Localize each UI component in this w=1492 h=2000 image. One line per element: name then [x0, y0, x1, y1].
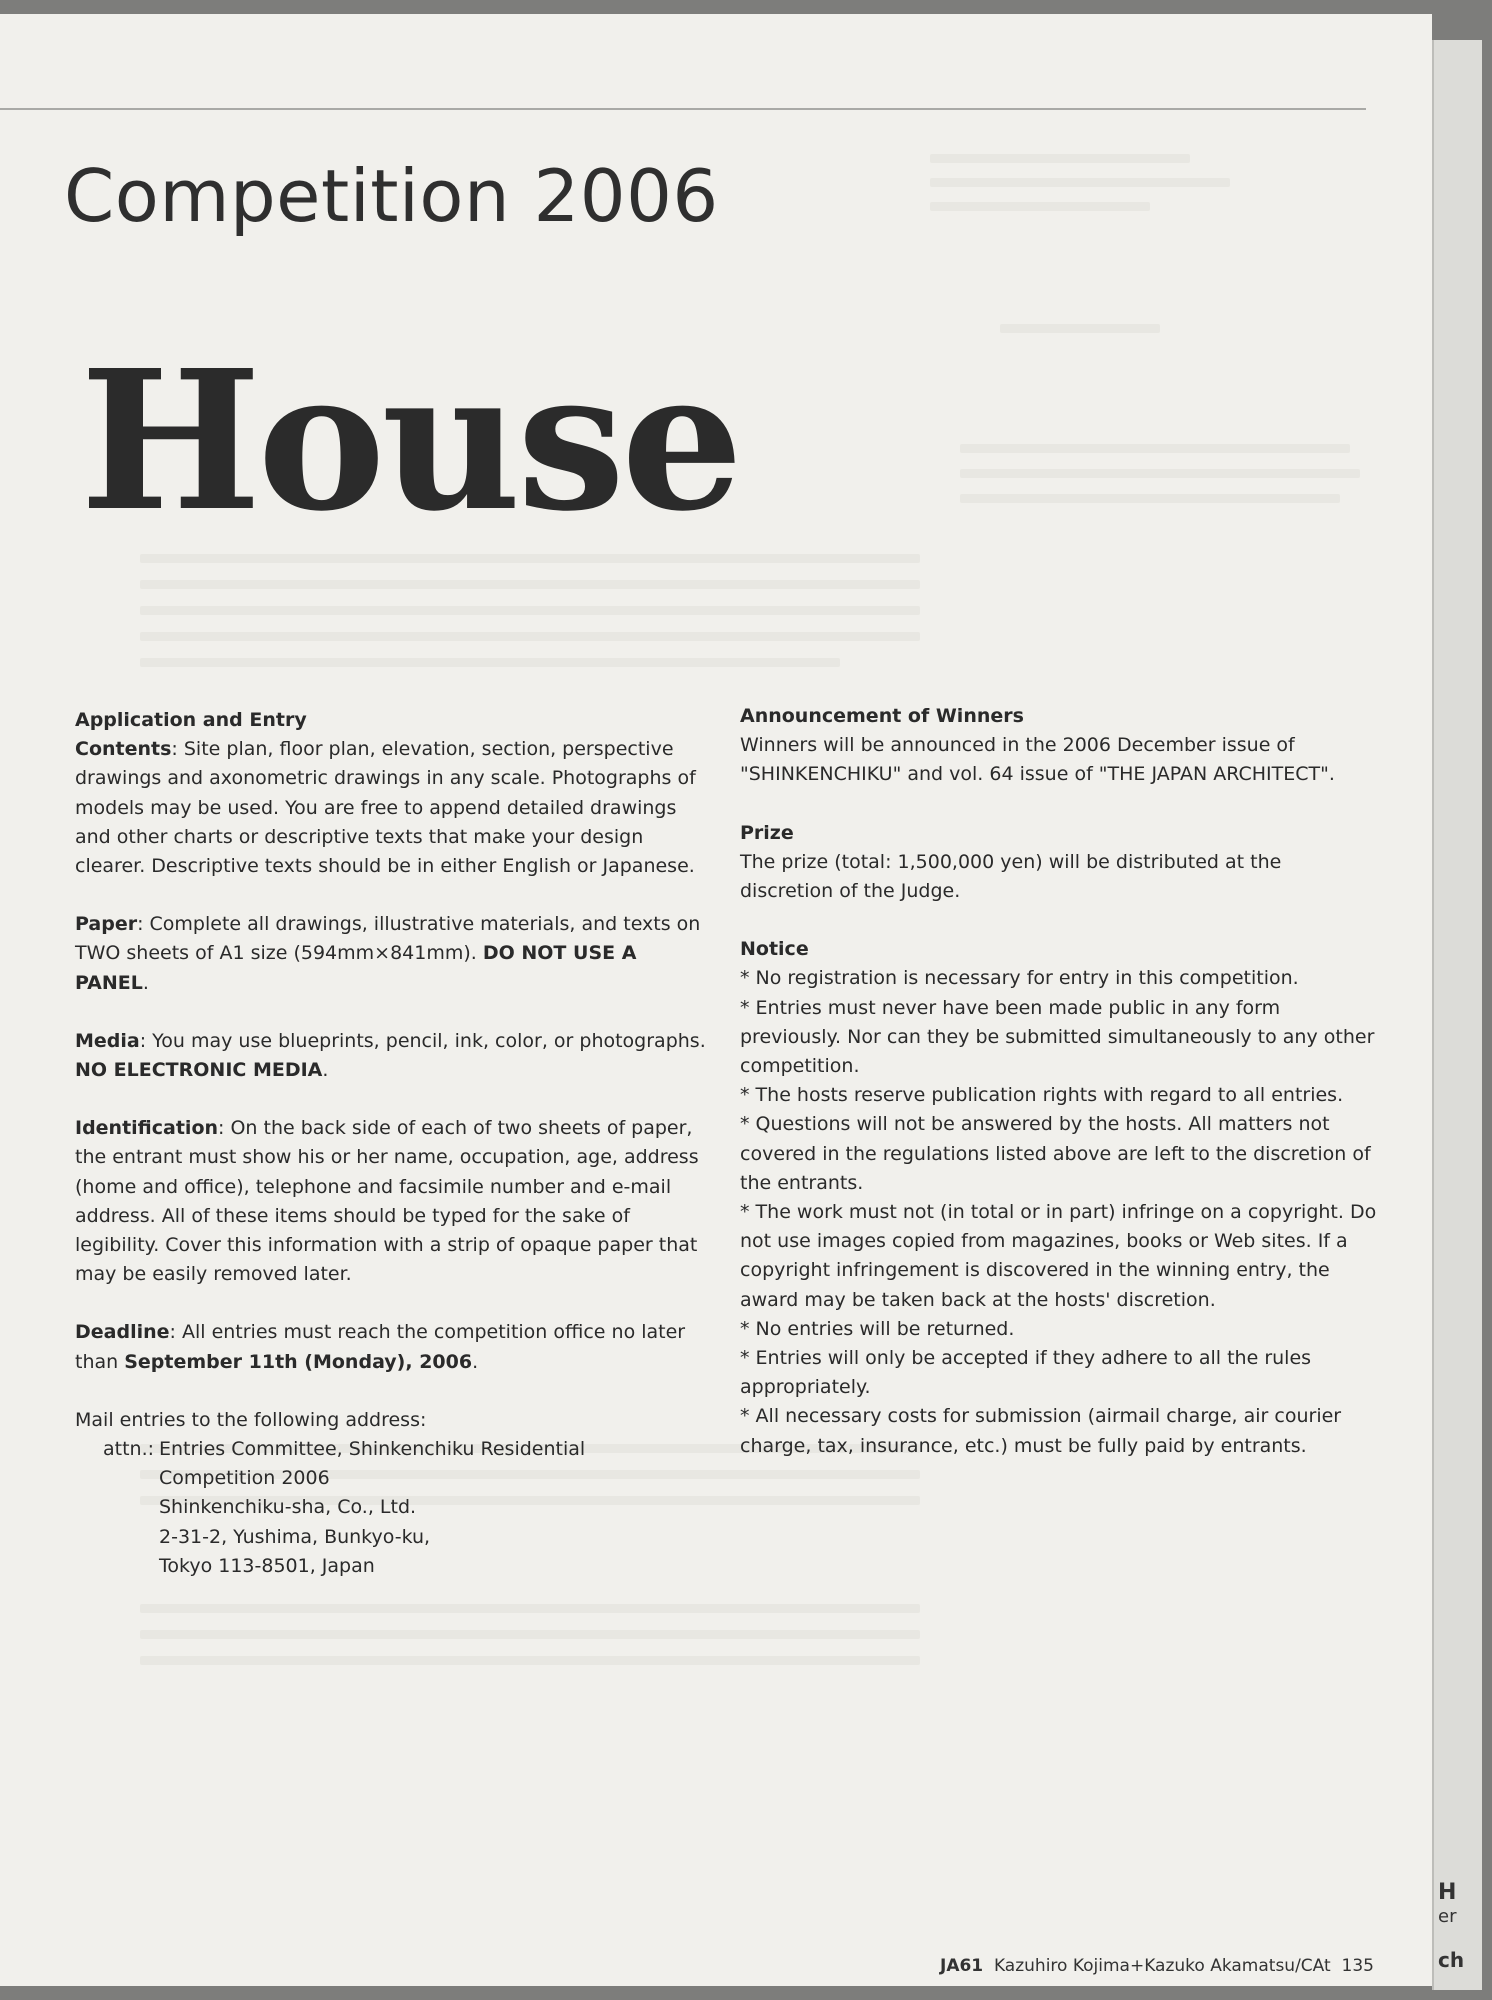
notice-item: * All necessary costs for submission (airmail charge, air courier charge, tax, insurance, etc.) must be fully paid by entrants. — [740, 1405, 1342, 1457]
address-line: 2-31-2, Yushima, Bunkyo-ku, — [159, 1525, 431, 1548]
media-paragraph — [75, 1027, 715, 1085]
show-through-mark — [140, 1656, 920, 1665]
show-through-mark — [930, 178, 1230, 187]
identification-text: : On the back side of each of two sheets of paper, the entrant must show his or her name, occupation, age, address (home and office), telephone and facsimile number and e-mail address. All of these items should be typed for the sake of legibility. Cover this information with a strip of opaque paper that may be easily removed later. — [75, 1117, 699, 1286]
mailing-address — [103, 1435, 715, 1581]
paper-emphasis: DO NOT USE A PANEL — [75, 942, 637, 994]
show-through-mark — [140, 606, 920, 615]
paper-label: Paper — [75, 913, 138, 936]
page-number: 135 — [1341, 1956, 1374, 1976]
competition-kicker: Competition 2006 — [64, 154, 719, 238]
media-text: : You may use blueprints, pencil, ink, color, or photographs. — [139, 1029, 706, 1052]
address-lines — [159, 1435, 715, 1581]
identification-paragraph — [75, 1114, 715, 1289]
notice-item: * No registration is necessary for entry in this competition. — [740, 967, 1299, 990]
show-through-mark — [930, 202, 1150, 211]
notice-item: * The hosts reserve publication rights with regard to all entries. — [740, 1084, 1344, 1107]
edge-text: H — [1438, 1880, 1457, 1905]
page-footer — [940, 1956, 1374, 1976]
show-through-mark — [1000, 324, 1160, 333]
show-through-mark — [140, 658, 840, 667]
notice-item: * The work must not (in total or in part) infringe on a copyright. Do not use images copied from magazines, books or Web sites. If a copyright infringement is discovered in the winning entry, the award may be taken back at the hosts' discretion. — [740, 1201, 1377, 1311]
show-through-mark — [140, 580, 920, 589]
deadline-text: : All entries must reach the competition office no later than — [75, 1321, 686, 1373]
media-label: Media — [75, 1029, 140, 1052]
winners-text: Winners will be announced in the 2006 December issue of "SHINKENCHIKU" and vol. 64 issue of "THE JAPAN ARCHITECT". — [740, 734, 1335, 786]
paper-end: . — [142, 971, 149, 994]
right-column — [740, 702, 1380, 1461]
show-through-mark — [140, 554, 920, 563]
notice-item: * Entries will only be accepted if they adhere to all the rules appropriately. — [740, 1347, 1312, 1399]
media-end: . — [322, 1059, 329, 1082]
prize-text: The prize (total: 1,500,000 yen) will be distributed at the discretion of the Judge. — [740, 850, 1282, 903]
show-through-mark — [140, 632, 920, 641]
edge-text: ch — [1438, 1948, 1465, 1972]
page-title: House — [80, 329, 740, 554]
address-line: Entries Committee, Shinkenchiku Residential — [159, 1438, 586, 1461]
address-line: Tokyo 113-8501, Japan — [159, 1554, 375, 1577]
address-line: Shinkenchiku-sha, Co., Ltd. — [159, 1496, 417, 1519]
magazine-page — [0, 14, 1432, 1986]
deadline-label: Deadline — [75, 1321, 170, 1344]
contents-label: Contents — [75, 738, 172, 761]
deadline-paragraph — [75, 1318, 715, 1376]
deadline-date: September 11th (Monday), 2006 — [124, 1350, 473, 1373]
contents-text: : Site plan, floor plan, elevation, section, perspective drawings and axonometric drawings in any scale. Photographs of models may be used. You are free to append detailed drawings and other charts or descriptive texts that make your design clearer. Descriptive texts should be in either English or Japanese. — [75, 738, 696, 878]
notice-heading: Notice — [740, 938, 809, 961]
attn-label: attn.: — [103, 1438, 155, 1461]
paper-text: : Complete all drawings, illustrative materials, and texts on TWO sheets of A1 size (594mm×841mm). — [75, 913, 701, 965]
address-line: Competition 2006 — [159, 1467, 330, 1490]
prize-heading: Prize — [740, 821, 794, 844]
top-rule — [0, 108, 1366, 110]
mail-intro: Mail entries to the following address: — [75, 1408, 427, 1431]
show-through-mark — [960, 494, 1340, 503]
winners-heading: Announcement of Winners — [740, 705, 1024, 727]
edge-text: er — [1438, 1906, 1457, 1927]
media-emphasis: NO ELECTRONIC MEDIA — [75, 1059, 323, 1082]
show-through-mark — [140, 1630, 920, 1639]
issue-number: JA61 — [940, 1956, 984, 1976]
show-through-mark — [960, 444, 1350, 453]
deadline-end: . — [472, 1350, 479, 1373]
notice-item: * No entries will be returned. — [740, 1317, 1015, 1340]
application-heading: Application and Entry — [75, 709, 307, 731]
adjacent-page-edge — [1432, 40, 1482, 1990]
paper-paragraph — [75, 910, 715, 998]
notice-item: * Questions will not be answered by the hosts. All matters not covered in the regulations listed above are left to the discretion of the entrants. — [740, 1113, 1371, 1194]
notice-item: * Entries must never have been made public in any form previously. Nor can they be submitted simultaneously to any other competition. — [740, 996, 1375, 1078]
left-column — [75, 706, 715, 1581]
contents-paragraph — [75, 735, 715, 881]
identification-label: Identification — [75, 1117, 219, 1140]
show-through-mark — [960, 469, 1360, 478]
show-through-mark — [140, 1604, 920, 1613]
show-through-mark — [930, 154, 1190, 163]
footer-credits: Kazuhiro Kojima+Kazuko Akamatsu/CAt — [993, 1956, 1331, 1976]
